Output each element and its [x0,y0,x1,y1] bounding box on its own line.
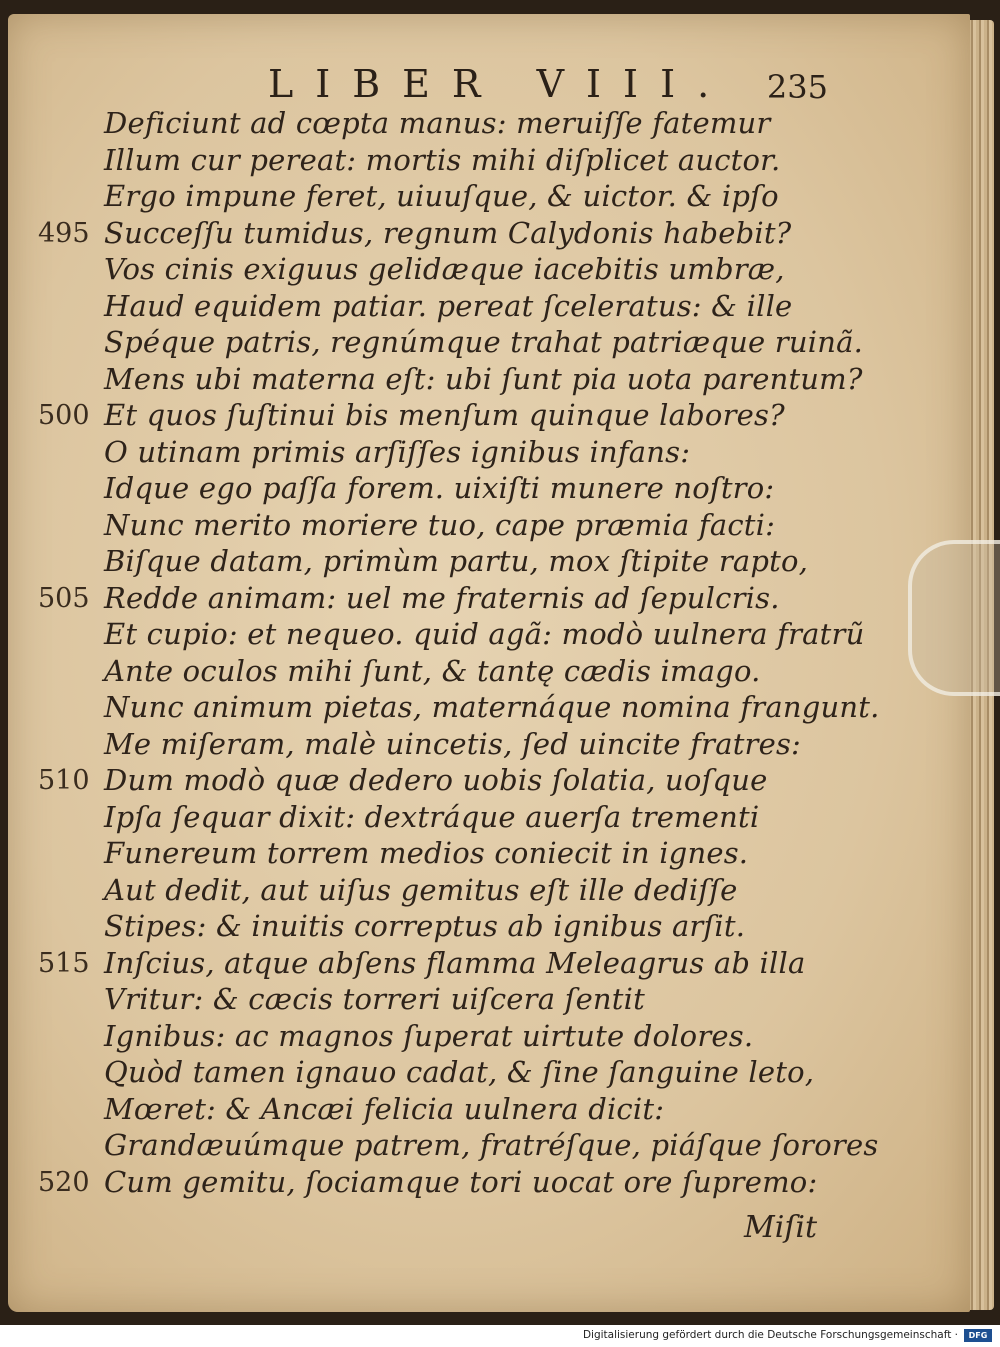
verse-line [8,179,928,216]
verse-line [8,362,928,399]
verse-text: Deficiunt ad cœpta manus: meruiſſe fatemur [104,106,771,140]
verse-text: Aut dedit, aut uiſus gemitus eſt ille dediſſe [104,872,738,907]
verse-line [8,800,928,837]
dfg-logo-icon: DFG [964,1329,992,1342]
verse-line [8,654,928,691]
verse-line [8,581,928,618]
verse-line [8,1019,928,1056]
verse-text: Illum cur pereat: mortis mihi diſplicet auctor. [104,142,781,177]
book-page [8,14,970,1312]
verse-line [8,1165,928,1202]
verse-line [8,544,928,581]
verse-block [8,106,928,1246]
verse-text: Ergo impune feret, uiuuſque, & uictor. & ipſo [104,179,779,213]
page-number: 235 [766,68,828,106]
catchword: Miſit [744,1210,818,1245]
line-number: 505 [38,582,90,614]
line-number: 495 [38,217,90,249]
verse-text: Spéque patris, regnúmque trahat patriæque ruinã. [104,325,864,359]
verse-line [8,252,928,289]
verse-line [8,1128,928,1165]
verse-line [8,873,928,910]
verse-text: Quòd tamen ignauo cadat, & ſine ſanguine leto, [104,1055,815,1089]
verse-text: Inſcius, atque abſens flamma Meleagrus ab illa [104,945,806,980]
line-number: 520 [38,1166,90,1198]
line-number: 500 [38,400,90,431]
verse-text: Cum gemitu, ſociamque tori uocat ore ſupremo: [104,1164,818,1199]
verse-text: Funereum torrem medios coniecit in ignes. [104,836,749,870]
verse-text: Me miſeram, malè uincetis, ſed uincite fratres: [104,726,802,761]
verse-text: Et quos ſuſtinui bis menſum quinque labores? [104,398,785,432]
verse-line [8,836,928,873]
verse-text: Ante oculos mihi ſunt, & tantę cædis imago. [104,653,761,688]
verse-line [8,325,928,362]
verse-line [8,143,928,180]
verse-text: Redde animam: uel me fraternis ad ſepulcris. [104,580,780,615]
verse-text: Stipes: & inuitis correptus ab ignibus arſit. [104,909,746,943]
verse-line [8,289,928,326]
verse-text: Haud equidem patiar. pereat ſceleratus: & ille [104,288,793,323]
line-number: 515 [38,947,90,979]
verse-line [8,398,928,435]
verse-line [8,946,928,983]
footer-credit: Digitalisierung gefördert durch die Deutsche Forschungsgemeinschaft · [582,1329,958,1341]
verse-text: Ipſa ſequar dixit: dextráque auerſa trementi [104,799,760,834]
verse-text: Succeſſu tumidus, regnum Calydonis habebit? [104,215,792,250]
verse-text: Vos cinis exiguus gelidæque iacebitis umbræ, [104,252,785,286]
verse-text: Mens ubi materna eſt: ubi ſunt pia uota parentum? [104,361,863,396]
running-head [268,62,828,112]
footer-bar [0,1325,1000,1347]
verse-text: Nunc merito moriere tuo, cape præmia facti: [104,507,776,542]
verse-line [8,216,928,253]
verse-text: Et cupio: et nequeo. quid agã: modò uulnera fratrũ [104,617,865,651]
running-title: LIBER VIII. [268,62,732,106]
verse-line [8,435,928,472]
book-clasp [908,540,1000,696]
line-number: 510 [38,765,90,796]
verse-text: Idque ego paſſa forem. uixiſti munere noſtro: [104,471,775,505]
verse-line [8,471,928,508]
verse-line [8,617,928,654]
verse-line [8,982,928,1019]
verse-text: Biſque datam, primùm partu, mox ſtipite rapto, [104,544,809,578]
verse-text: O utinam primis arſiſſes ignibus infans: [104,434,691,469]
verse-line [8,106,928,143]
verse-text: Ignibus: ac magnos ſuperat uirtute dolores. [104,1018,754,1053]
verse-text: Mœret: & Ancæi felicia uulnera dicit: [104,1091,665,1126]
verse-text: Nunc animum pietas, maternáque nomina frangunt. [104,690,880,724]
verse-line [8,690,928,727]
verse-line [8,909,928,946]
verse-text: Vritur: & cæcis torreri uiſcera ſentit [104,982,645,1016]
verse-line [8,1092,928,1129]
verse-line [8,1055,928,1092]
verse-line [8,508,928,545]
verse-text: Dum modò quæ dedero uobis ſolatia, uoſque [104,763,768,797]
verse-line [8,727,928,764]
verse-text: Grandæuúmque patrem, fratréſque, piáſque ſorores [104,1128,879,1162]
verse-line [8,763,928,800]
